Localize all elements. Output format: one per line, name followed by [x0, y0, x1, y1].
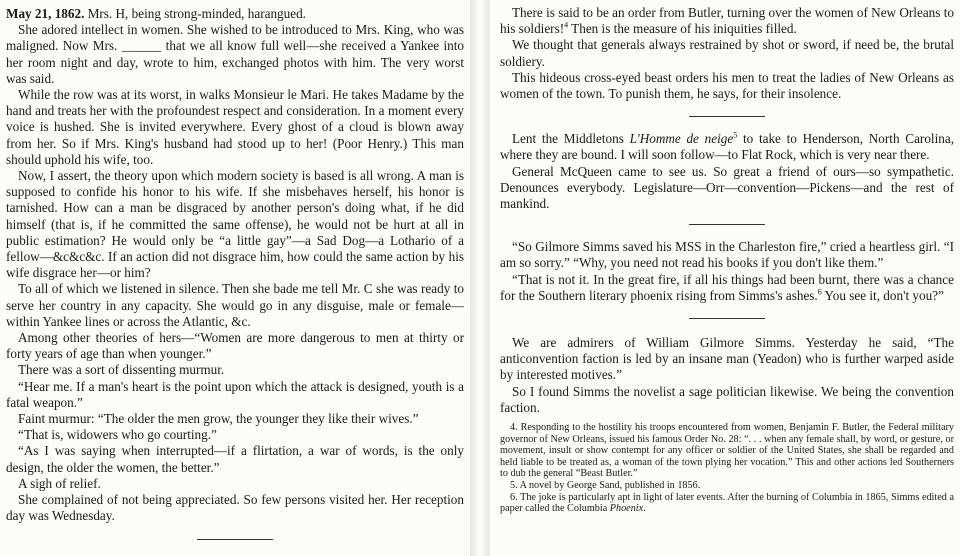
paragraph	[500, 131, 954, 163]
opening-text: Mrs. H, being strong-minded, harangued.	[87, 6, 306, 21]
footnote-ref: 4	[564, 20, 569, 30]
section-divider	[197, 539, 273, 540]
entry-date: May 21, 1862.	[6, 6, 85, 21]
paragraph: Faint murmur: “The older the men grow, the younger they like their wives.”	[18, 411, 419, 427]
footnote-5: 5. A novel by George Sand, published in 1856.	[510, 480, 701, 492]
left-page	[0, 0, 470, 556]
paragraph: To all of which we listened in silence. Then she bade me tell Mr. C she was ready to serve her country in any capacity. She would go in any disguise, male or female—within Yankee lines or across the Atlantic, &c.	[6, 281, 464, 329]
footnote-text: .	[643, 503, 646, 515]
paragraph: There was a sort of dissenting murmur.	[18, 362, 225, 378]
footnote-6	[500, 492, 954, 515]
section-divider	[689, 318, 765, 319]
paragraph: “So Gilmore Simms saved his MSS in the Charleston fire,” cried a heartless girl. “I am so sorry.” “Why, you need not read his books if you don't like them.”	[500, 239, 954, 271]
section-divider	[689, 224, 765, 225]
paragraph	[500, 272, 954, 304]
paragraph: She adored intellect in women. She wished to be introduced to Mrs. King, who was maligned. Now Mrs. ______ that we all know full well—she received a Yankee into her room night and day, wrote to him, exchanged photos with him. The very worst was said.	[6, 22, 464, 86]
section-divider	[689, 116, 765, 117]
paragraph: We are admirers of William Gilmore Simms. Yesterday he said, “The anticonvention faction is led by an insane man (Yeadon) who is further warped aside by interested motives.”	[500, 335, 954, 383]
book-gutter	[470, 0, 490, 556]
footnote-4: 4. Responding to the hostility his troops encountered from women, Benjamin F. Butler, the Federal military governor of New Orleans, issued his famous Order No. 28: “. . . when any female shall, by word, or gesture, or movement, insult or show contempt for any officer or soldier of the United States, she shall be regarded and held liable to be treated as, a woman of the town plying her vocation.” This and other actions led Southerners to dub the general “Beast Butler.”	[500, 422, 954, 480]
paragraph: A sigh of relief.	[18, 475, 101, 491]
paragraph: “That is, widowers who go courting.”	[18, 427, 217, 443]
paragraph: We thought that generals always restrained by shot or sword, if need be, the brutal soldiery.	[500, 37, 954, 69]
paragraph: General McQueen came to see us. So great a friend of ours—so sympathetic. Denounces everybody. Legislature—Orr—convention—Pickens—and the rest of mankind.	[500, 163, 954, 212]
footnote-ref: 5	[733, 130, 738, 140]
paragraph	[500, 5, 954, 37]
book-title: L'Homme de neige	[629, 131, 734, 147]
footnotes	[500, 422, 954, 515]
paragraph: “As I was saying when interrupted—if a flirtation, a war of words, is the only design, the older the women, the better.”	[6, 443, 464, 475]
footnote-text: 6. The joke is particularly apt in light of later events. After the burning of Columbia in 1865, Simms edited a paper called the Columbia	[500, 491, 954, 515]
paragraph-text: There is said to be an order from Butler, turning over the women of New Orleans to his soldiers!	[500, 5, 954, 37]
right-page	[490, 0, 960, 556]
paragraph: She complained of not being appreciated. So few persons visited her. Her reception day was Wednesday.	[6, 492, 464, 524]
paragraph-text: to take to Henderson, North Carolina, where they are bound. I will soon follow—to Flat Rock, which is very near there.	[500, 131, 954, 163]
paragraph: So I found Simms the novelist a sage politician likewise. We being the convention faction.	[500, 383, 954, 415]
paragraph: “Hear me. If a man's heart is the point upon which the attack is designed, youth is a fatal weapon.”	[6, 378, 464, 410]
paragraph-text: You see it, don't you?”	[821, 287, 944, 303]
paragraph-text: Lent the Middletons	[512, 131, 630, 147]
paragraph-text: “That is not it. In the great fire, if all his things had been burnt, there was a chance for the Southern literary phoenix rising from Simms's ashes.	[500, 271, 954, 303]
newspaper-title: Phoenix	[609, 503, 644, 515]
paragraph-text: Then is the measure of his iniquities filled.	[568, 21, 797, 37]
paragraph: Among other theories of hers—“Women are more dangerous to men at thirty or forty years of age than when younger.”	[6, 330, 464, 362]
paragraph: While the row was at its worst, in walks Monsieur le Mari. He takes Madame by the hand and treats her with the profoundest respect and consideration. In a moment every voice is hushed. She is invited everywhere. Every ghost of a cloud is blown away from her. So if Mrs. King's husband had stood up to her! (Poor Henry.) This man should uphold his wife, too.	[6, 87, 464, 167]
paragraph: Now, I assert, the theory upon which modern society is based is all wrong. A man is supposed to confide his honor to his wife. If she misbehaves herself, his honor is tarnished. How can a man be disgraced by another person's doing what, if he did himself (that is, if he committed the same offense), he would not be hurt at all in public estimation? He would only be “a little gay”—a Sad Dog—a Lothario of a fellow—&c&c&c. If an action did not disgrace him, how could the same action by his wife disgrace her—or him?	[6, 168, 464, 281]
footnote-ref: 6	[817, 287, 822, 297]
paragraph: This hideous cross-eyed beast orders his men to treat the ladies of New Orleans as women of the town. To punish them, he says, for their insolence.	[500, 69, 954, 102]
entry-opening	[6, 6, 464, 22]
